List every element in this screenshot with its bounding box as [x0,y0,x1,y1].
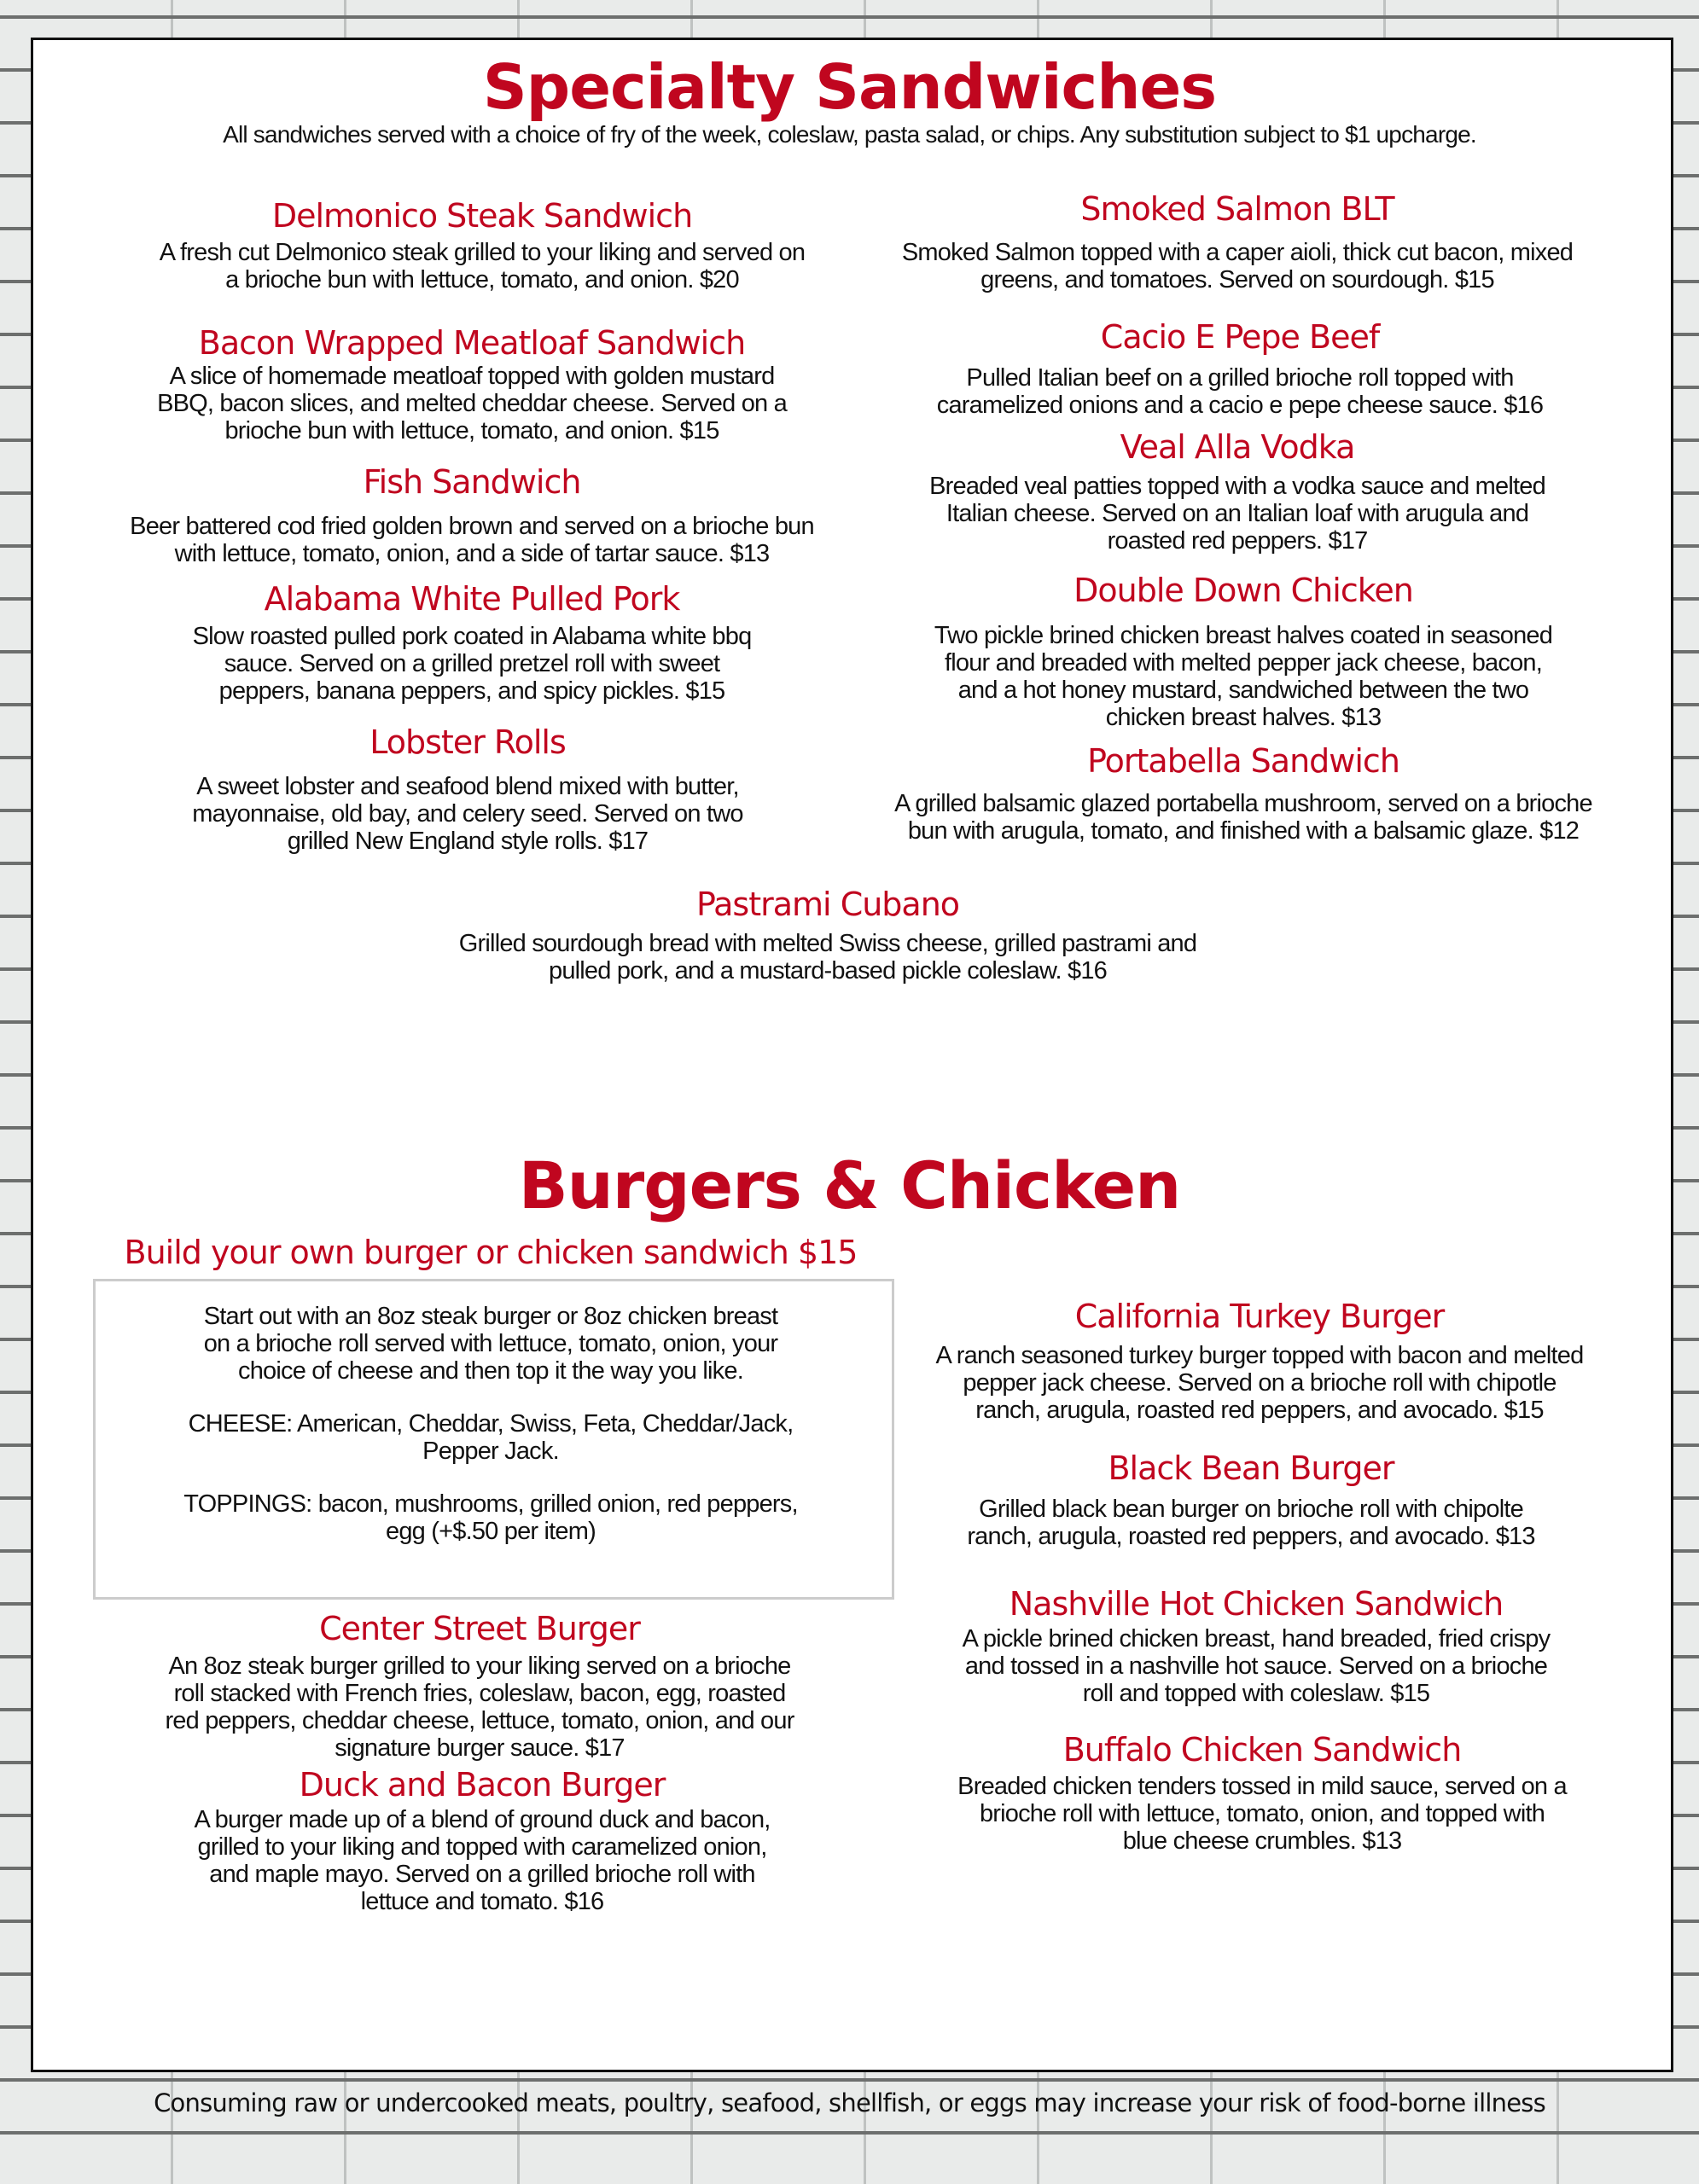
description-line: Breaded veal patties topped with a vodka sauce and melted [929,473,1545,500]
description-line: roll stacked with French fries, coleslaw, bacon, egg, roasted [173,1680,786,1707]
section-title-sandwiches: Specialty Sandwiches [482,51,1217,123]
description-line [183,1465,798,1490]
item-description-lobster [192,773,742,855]
description-line: and a hot honey mustard, sandwiched between the two [957,677,1529,704]
description-line: chicken breast halves. $13 [1105,704,1382,731]
item-name-veal: Veal Alla Vodka [1120,428,1355,466]
description-line: greens, and tomatoes. Served on sourdough. $15 [980,266,1494,293]
item-name-build: Build your own burger or chicken sandwich $15 [124,1234,858,1271]
description-line: An 8oz steak burger grilled to your liking served on a brioche [168,1653,791,1680]
description-line: Pepper Jack. [422,1438,559,1465]
description-line: roll and topped with coleslaw. $15 [1082,1680,1430,1707]
item-description-build [183,1303,798,1545]
description-line: TOPPINGS: bacon, mushrooms, grilled onion, red peppers, [183,1490,798,1518]
description-line: A sweet lobster and seafood blend mixed with butter, [196,773,739,800]
item-name-cacio: Cacio E Pepe Beef [1100,318,1380,356]
description-line: and tossed in a nashville hot sauce. Served on a brioche [964,1653,1548,1680]
description-line: Pulled Italian beef on a grilled brioche roll topped with [966,364,1514,392]
description-line: Grilled black bean burger on brioche roll with chipolte [979,1496,1523,1523]
description-line: mayonnaise, old bay, and celery seed. Served on two [192,800,743,828]
description-line: pulled pork, and a mustard-based pickle coleslaw. $16 [548,957,1108,985]
description-line: Italian cheese. Served on an Italian loaf with arugula and [946,500,1529,527]
food-safety-footer: Consuming raw or undercooked meats, poultry, seafood, shellfish, or eggs may increase your risk of food-borne illness [154,2088,1545,2117]
description-line: pepper jack cheese. Served on a brioche roll with chipotle [963,1369,1556,1397]
item-description-cacio [937,364,1544,419]
description-line: Smoked Salmon topped with a caper aioli, thick cut bacon, mixed [901,239,1574,266]
item-name-portabella: Portabella Sandwich [1087,742,1399,780]
description-line: red peppers, cheddar cheese, lettuce, tomato, onion, and our [165,1707,794,1734]
item-name-centerstreet: Center Street Burger [319,1610,640,1647]
description-line: BBQ, bacon slices, and melted cheddar cheese. Served on a [157,390,787,417]
description-line: Beer battered cod fried golden brown and served on a brioche bun [130,513,814,540]
item-description-centerstreet [165,1653,794,1762]
description-line: on a brioche roll served with lettuce, tomato, onion, your [203,1330,778,1357]
description-line: ranch, arugula, roasted red peppers, and avocado. $13 [967,1523,1535,1550]
item-name-california: California Turkey Burger [1074,1298,1445,1335]
item-description-veal [929,473,1545,555]
item-description-pastrami [459,930,1196,985]
item-description-nashville [963,1625,1551,1707]
item-description-alabama [193,623,752,705]
item-description-delmonico [160,239,805,293]
description-line: peppers, banana peppers, and spicy pickles. $15 [218,677,725,705]
description-line: A grilled balsamic glazed portabella mushroom, served on a brioche [894,790,1592,817]
description-line: choice of cheese and then top it the way you like. [238,1357,743,1385]
description-line: signature burger sauce. $17 [335,1734,625,1762]
section-title-burgers: Burgers & Chicken [518,1147,1181,1223]
item-description-duck [194,1806,770,1915]
description-line: A slice of homemade meatloaf topped with golden mustard [169,363,775,390]
item-name-pastrami: Pastrami Cubano [695,886,960,923]
description-line: Grilled sourdough bread with melted Swiss cheese, grilled pastrami and [458,930,1197,957]
description-line [183,1385,798,1410]
item-name-lobster: Lobster Rolls [369,723,566,761]
item-name-fish: Fish Sandwich [363,463,581,501]
item-name-blackbean: Black Bean Burger [1108,1449,1394,1487]
item-description-buffalo [957,1773,1567,1855]
description-line: grilled to your liking and topped with caramelized onion, [197,1833,767,1861]
item-description-doubledown [934,622,1552,731]
item-name-nashville: Nashville Hot Chicken Sandwich [1009,1585,1504,1623]
description-line: A burger made up of a blend of ground duck and bacon, [194,1806,771,1833]
item-description-salmon [902,239,1573,293]
description-line: a brioche bun with lettuce, tomato, and onion. $20 [225,266,739,293]
description-line: A fresh cut Delmonico steak grilled to your liking and served on [159,239,806,266]
description-line: and maple mayo. Served on a grilled brioche roll with [209,1861,755,1888]
item-description-portabella [894,790,1592,845]
description-line: brioche bun with lettuce, tomato, and onion. $15 [224,417,719,444]
item-name-delmonico: Delmonico Steak Sandwich [271,197,693,235]
description-line: blue cheese crumbles. $13 [1122,1827,1402,1855]
item-description-meatloaf [157,363,787,444]
item-name-duck: Duck and Bacon Burger [299,1766,666,1804]
description-line: grilled New England style rolls. $17 [287,828,649,855]
description-line: with lettuce, tomato, onion, and a side of tartar sauce. $13 [174,540,770,567]
description-line: Slow roasted pulled pork coated in Alabama white bbq [192,623,752,650]
item-name-alabama: Alabama White Pulled Pork [264,580,680,618]
description-line: egg (+$.50 per item) [386,1518,596,1545]
item-description-fish [130,513,814,567]
item-name-salmon: Smoked Salmon BLT [1080,190,1394,228]
description-line: Two pickle brined chicken breast halves coated in seasoned [934,622,1553,649]
description-line: brioche roll with lettuce, tomato, onion, and topped with [979,1800,1545,1827]
item-name-meatloaf: Bacon Wrapped Meatloaf Sandwich [198,324,746,362]
item-description-blackbean [967,1496,1534,1550]
description-line: ranch, arugula, roasted red peppers, and avocado. $15 [975,1397,1544,1424]
description-line: A ranch seasoned turkey burger topped with bacon and melted [935,1342,1584,1369]
sandwiches-subtitle: All sandwiches served with a choice of fry of the week, coleslaw, pasta salad, or chips. Any substitution subject to $1 upcharge. [223,121,1476,148]
description-line: caramelized onions and a cacio e pepe cheese sauce. $16 [936,392,1544,419]
description-line: bun with arugula, tomato, and finished with a balsamic glaze. $12 [907,817,1580,845]
description-line: Breaded chicken tenders tossed in mild sauce, served on a [957,1773,1567,1800]
description-line: CHEESE: American, Cheddar, Swiss, Feta, Cheddar/Jack, [188,1410,794,1438]
description-line: sauce. Served on a grilled pretzel roll with sweet [224,650,720,677]
description-line: roasted red peppers. $17 [1107,527,1368,555]
item-name-buffalo: Buffalo Chicken Sandwich [1062,1731,1462,1769]
description-line: A pickle brined chicken breast, hand breaded, fried crispy [962,1625,1551,1653]
description-line: flour and breaded with melted pepper jack cheese, bacon, [944,649,1543,677]
description-line: lettuce and tomato. $16 [360,1888,604,1915]
item-description-california [936,1342,1584,1424]
item-name-doubledown: Double Down Chicken [1074,572,1413,609]
description-line: Start out with an 8oz steak burger or 8oz chicken breast [203,1303,778,1330]
